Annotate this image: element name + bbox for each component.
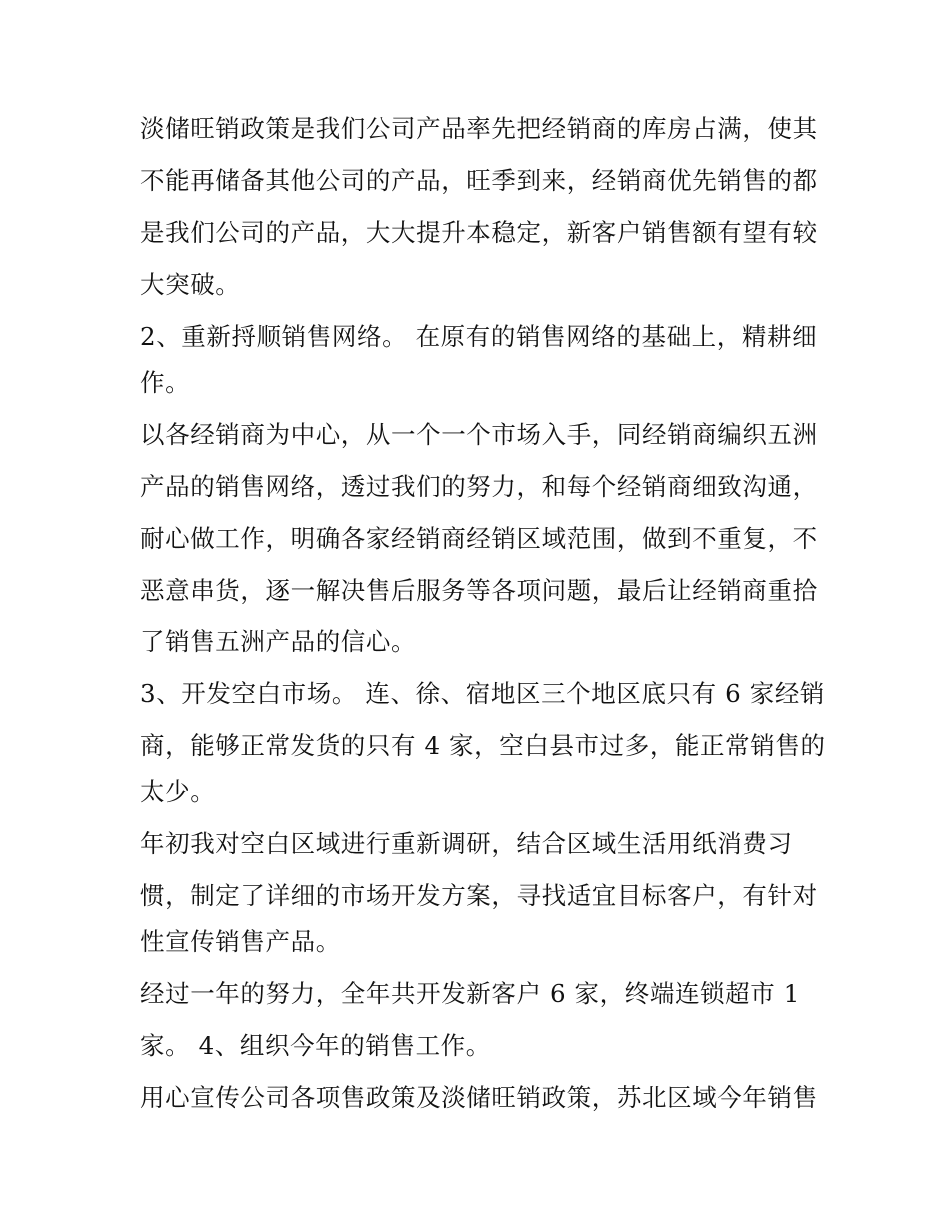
text-line: 惯，制定了详细的市场开发方案，寻找适宜目标客户，有针对 — [140, 881, 818, 910]
text-line: 太少。 — [140, 777, 216, 806]
text-line: 性宣传销售产品。 — [140, 927, 341, 956]
text-line: 了销售五洲产品的信心。 — [140, 627, 417, 656]
text-line: 年初我对空白区域进行重新调研，结合区域生活用纸消费习 — [140, 829, 793, 858]
text-line: 不能再储备其他公司的产品，旺季到来，经销商优先销售的都 — [140, 166, 818, 195]
text-line: 淡储旺销政策是我们公司产品率先把经销商的库房占满，使其 — [140, 114, 818, 143]
text-line: 耐心做工作，明确各家经销商经销区域范围，做到不重复，不 — [140, 524, 818, 553]
text-line: 2、重新捋顺销售网络。 在原有的销售网络的基础上，精耕细 — [140, 322, 818, 351]
text-line: 经过一年的努力，全年共开发新客户 6 家，终端连锁超市 1 — [140, 979, 800, 1008]
text-line: 作。 — [140, 368, 191, 397]
text-line: 恶意串货，逐一解决售后服务等各项问题，最后让经销商重拾 — [140, 576, 818, 605]
text-line: 商，能够正常发货的只有 4 家，空白县市过多，能正常销售的 — [140, 731, 826, 760]
text-line: 用心宣传公司各项售政策及淡储旺销政策，苏北区域今年销售 — [140, 1083, 818, 1112]
text-line: 大突破。 — [140, 270, 241, 299]
text-line: 是我们公司的产品，大大提升本稳定，新客户销售额有望有较 — [140, 218, 818, 247]
text-line: 以各经销商为中心，从一个一个市场入手，同经销商编织五洲 — [140, 420, 818, 449]
text-line: 家。 4、组织今年的销售工作。 — [140, 1031, 491, 1060]
text-line: 产品的销售网络，透过我们的努力，和每个经销商细致沟通， — [140, 472, 818, 501]
text-line: 3、开发空白市场。 连、徐、宿地区三个地区底只有 6 家经销 — [140, 679, 826, 708]
